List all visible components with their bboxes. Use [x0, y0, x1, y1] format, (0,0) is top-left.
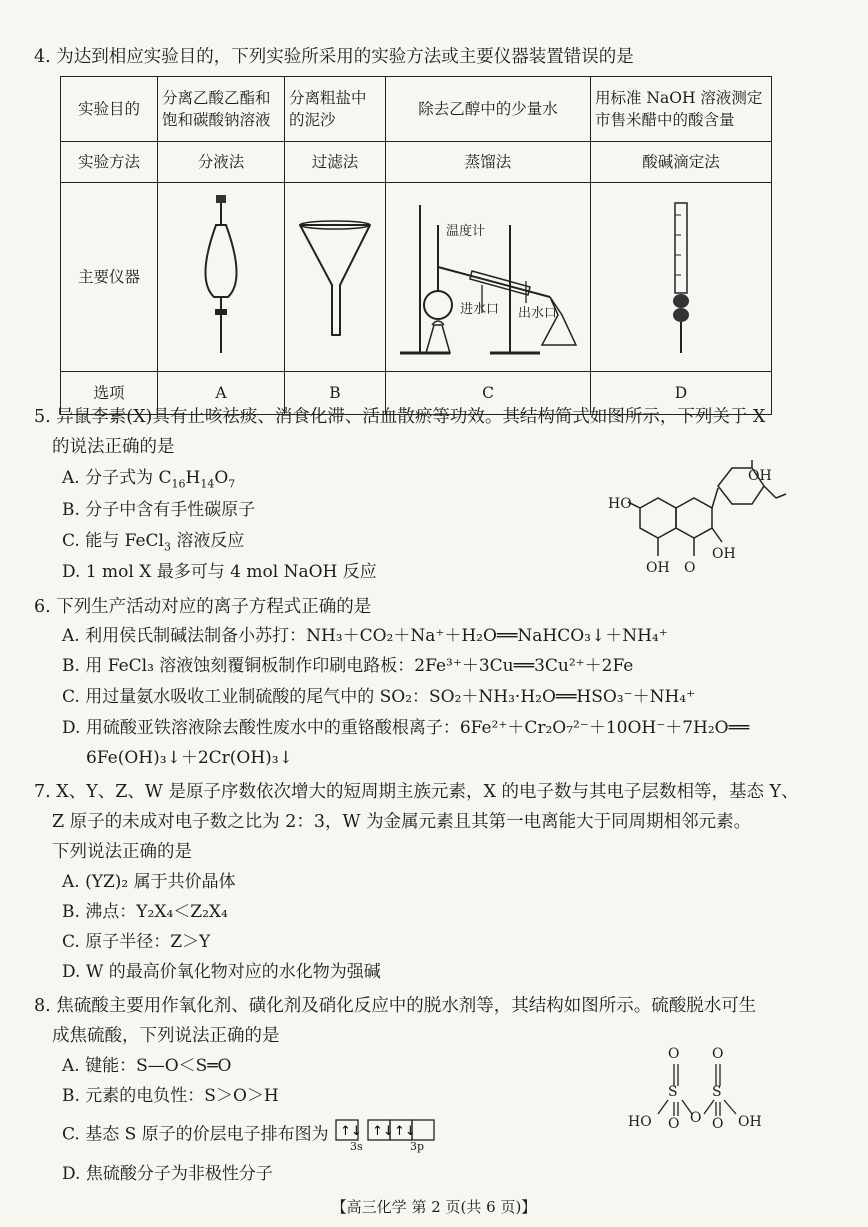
q7-stem-line3: 下列说法正确的是	[52, 842, 192, 862]
svg-text:↑↓: ↑↓	[394, 1124, 416, 1139]
option-c: C	[386, 372, 591, 415]
q5-oh-top: OH	[748, 468, 772, 484]
q7-option-d: D. W 的最高价氧化物对应的水化物为强碱	[62, 962, 381, 982]
q8-oh: OH	[738, 1114, 762, 1130]
apparatus-b	[285, 183, 386, 372]
q8-o-top-left: O	[668, 1046, 680, 1062]
q8-s-right: S	[712, 1084, 722, 1100]
option-d: D	[591, 372, 772, 415]
method-d: 酸碱滴定法	[591, 142, 772, 183]
q6-option-d-line1: D. 用硫酸亚铁溶液除去酸性废水中的重铬酸根离子：6Fe²⁺＋Cr₂O₇²⁻＋10OH⁻＋7H₂O══	[62, 718, 750, 738]
q7-stem-line1: 7. X、Y、Z、W 是原子序数依次增大的短周期主族元素，X 的电子数与其电子层数相等，基态 Y、	[34, 782, 799, 802]
q5-oh-bottom: OH	[646, 560, 670, 576]
water-out-label: 出水口	[518, 306, 558, 321]
q7-option-a: A. (YZ)₂ 属于共价晶体	[62, 872, 236, 892]
purpose-b: 分离粗盐中的泥沙	[285, 77, 386, 142]
q5-option-c: C. 能与 FeCl$_3$ 溶液反应	[62, 531, 245, 554]
q8-o-bridge: O	[690, 1110, 702, 1126]
svg-text:↑↓: ↑↓	[372, 1124, 394, 1139]
q8-s-left: S	[668, 1084, 678, 1100]
thermometer-label: 温度计	[446, 224, 486, 239]
option-b: B	[285, 372, 386, 415]
q8-option-a: A. 键能：S—O＜S═O	[62, 1056, 232, 1076]
q7-option-c: C. 原子半径：Z＞Y	[62, 932, 211, 952]
purpose-a: 分离乙酸乙酯和饱和碳酸钠溶液	[158, 77, 285, 142]
q8-stem-line2: 成焦硫酸，下列说法正确的是	[52, 1026, 280, 1046]
q6-option-a: A. 利用侯氏制碱法制备小苏打：NH₃＋CO₂＋Na⁺＋H₂O══NaHCO₃↓＋NH₄⁺	[62, 626, 668, 646]
apparatus-c	[386, 183, 591, 372]
apparatus-d	[591, 183, 772, 372]
q6-stem: 6. 下列生产活动对应的离子方程式正确的是	[34, 597, 372, 617]
q6-option-c: C. 用过量氨水吸收工业制硫酸的尾气中的 SO₂：SO₂＋NH₃·H₂O══HSO₃⁻＋NH₄⁺	[62, 687, 696, 707]
method-a: 分液法	[158, 142, 285, 183]
row-label-option: 选项	[61, 372, 158, 415]
orbital-3s-label: 3s	[350, 1140, 363, 1153]
purpose-c: 除去乙醇中的少量水	[386, 77, 591, 142]
q5-stem-line1: 5. 异鼠李素(X)具有止咳祛痰、消食化滞、活血散瘀等功效。其结构简式如图所示，下列关于 X	[34, 407, 766, 427]
q6-option-d-line2: 6Fe(OH)₃↓＋2Cr(OH)₃↓	[86, 748, 293, 768]
row-label-purpose: 实验目的	[61, 77, 158, 142]
q5-stem-line2: 的说法正确的是	[52, 437, 175, 457]
q5-ho-left: HO	[608, 496, 632, 512]
q8-o-top-right: O	[712, 1046, 724, 1062]
q8-o-bottom-right: O	[712, 1116, 724, 1132]
q8-option-c: C. 基态 S 原子的价层电子排布图为 ↑↓ ↑↓ ↑↓	[62, 1118, 444, 1152]
method-b: 过滤法	[285, 142, 386, 183]
q8-ho: HO	[628, 1114, 652, 1130]
q8-stem-line1: 8. 焦硫酸主要用作氧化剂、磺化剂及硝化反应中的脱水剂等，其结构如图所示。硫酸脱水可生	[34, 996, 757, 1016]
row-label-method: 实验方法	[61, 142, 158, 183]
q5-option-d: D. 1 mol X 最多可与 4 mol NaOH 反应	[62, 562, 377, 582]
q5-oh-right: OH	[712, 546, 736, 562]
distillation-apparatus-icon	[390, 185, 586, 363]
funnel-icon	[290, 185, 380, 363]
q8-option-d: D. 焦硫酸分子为非极性分子	[62, 1164, 273, 1184]
q8-option-b: B. 元素的电负性：S＞O＞H	[62, 1086, 279, 1106]
q4-experiment-table	[60, 76, 772, 415]
water-in-label: 进水口	[460, 302, 500, 317]
q6-option-b: B. 用 FeCl₃ 溶液蚀刻覆铜板制作印刷电路板：2Fe³⁺＋3Cu══3Cu²⁺＋2Fe	[62, 656, 634, 676]
purpose-d: 用标准 NaOH 溶液测定市售米醋中的酸含量	[591, 77, 772, 142]
svg-text:↑↓: ↑↓	[340, 1124, 362, 1139]
q7-option-b: B. 沸点：Y₂X₄＜Z₂X₄	[62, 902, 228, 922]
separatory-funnel-icon	[166, 185, 276, 363]
orbital-3p-label: 3p	[410, 1140, 425, 1153]
page-footer: 【高三化学 第 2 页(共 6 页)】	[331, 1198, 537, 1216]
row-label-apparatus: 主要仪器	[61, 183, 158, 372]
apparatus-a	[158, 183, 285, 372]
q5-option-a: A. 分子式为 $C_{16}H_{14}O_7$	[62, 468, 236, 491]
method-c: 蒸馏法	[386, 142, 591, 183]
option-a: A	[158, 372, 285, 415]
q4-stem: 4. 为达到相应实验目的，下列实验所采用的实验方法或主要仪器装置错误的是	[34, 47, 634, 67]
q5-option-b: B. 分子中含有手性碳原子	[62, 500, 256, 520]
burette-icon	[661, 185, 701, 363]
q7-stem-line2: Z 原子的未成对电子数之比为 2：3，W 为金属元素且其第一电离能大于同周期相邻元素。	[52, 812, 752, 832]
q8-o-bottom-left: O	[668, 1116, 680, 1132]
q5-o-keto: O	[684, 560, 696, 576]
